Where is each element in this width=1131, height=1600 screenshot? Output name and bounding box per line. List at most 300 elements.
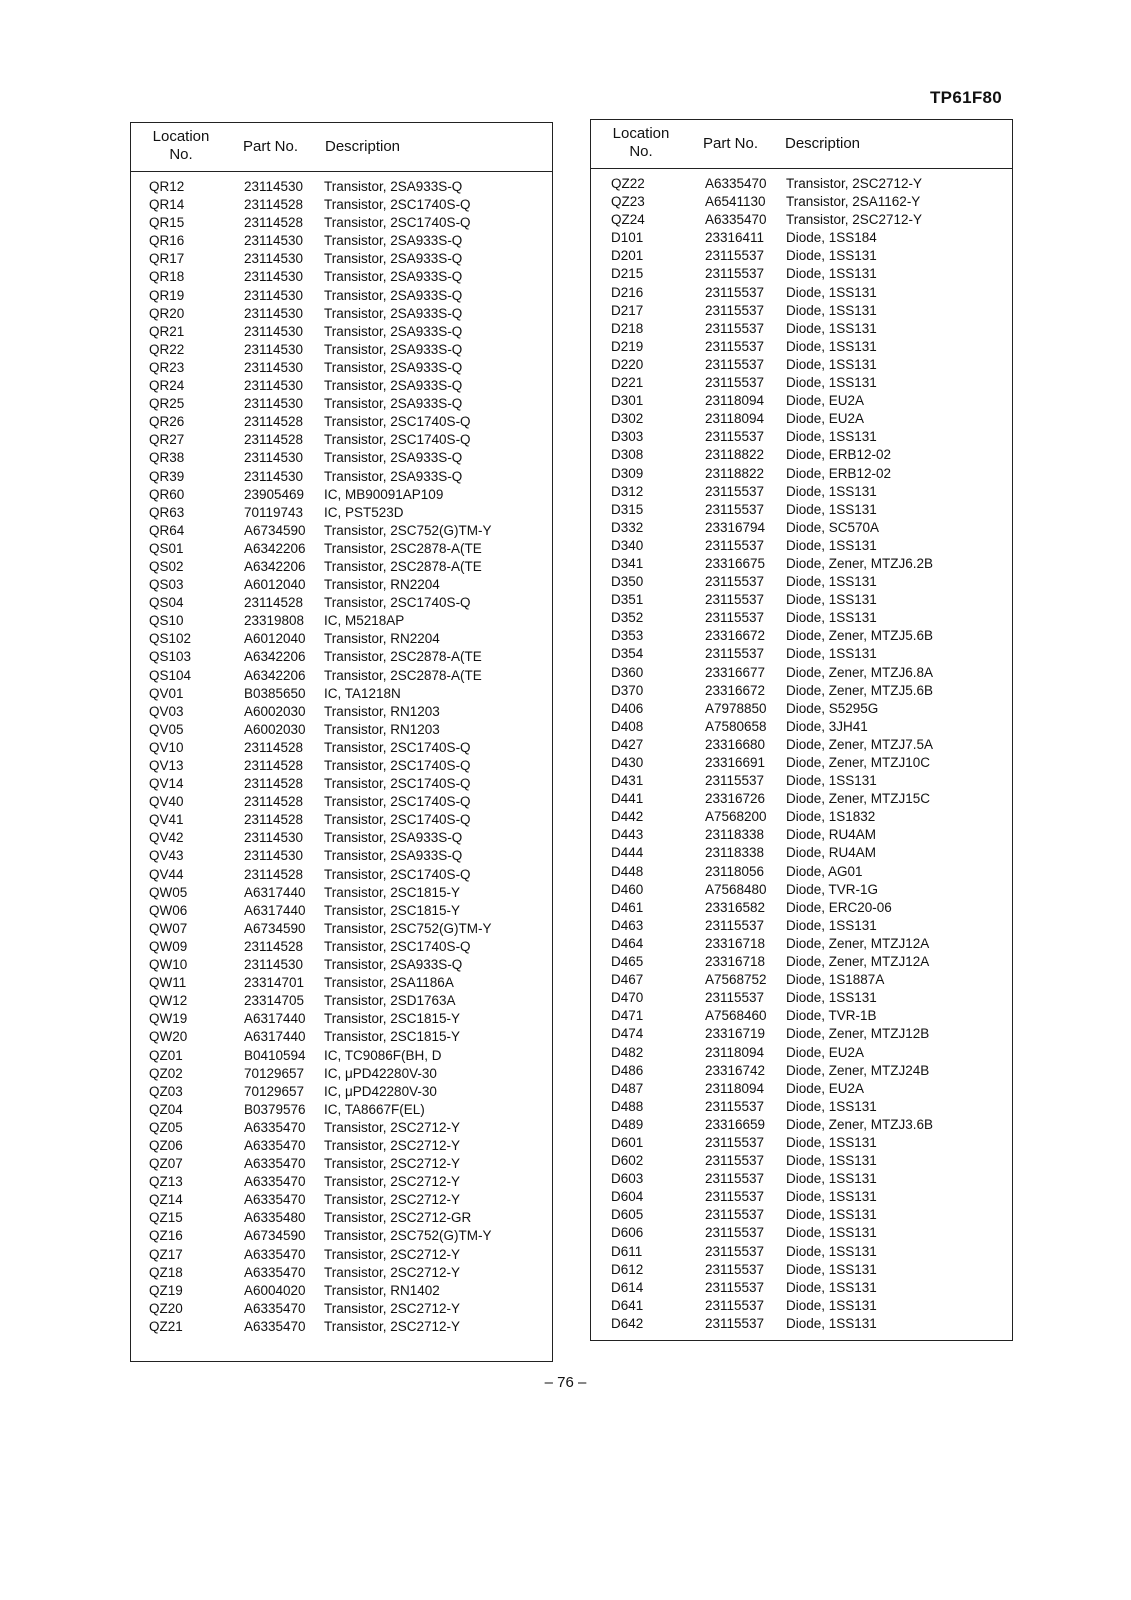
part-no-cell: A6335470 [244, 1318, 306, 1334]
location-cell: D360 [611, 664, 644, 680]
part-no-cell: 23118822 [705, 465, 765, 481]
description-cell: Transistor, 2SA1186A [324, 975, 454, 991]
part-no-cell: 23115537 [705, 338, 765, 354]
description-cell: Diode, TVR-1B [786, 1008, 877, 1024]
part-no-cell: 23114530 [244, 468, 304, 484]
part-no-cell: A6004020 [244, 1282, 306, 1298]
location-cell: D461 [611, 899, 644, 915]
description-cell: Diode, EU2A [786, 1080, 865, 1096]
table-row [591, 755, 1012, 773]
part-no-cell: 23118338 [705, 845, 765, 861]
location-cell: QZ20 [149, 1300, 183, 1316]
location-cell: D201 [611, 248, 644, 264]
part-no-cell: 23114528 [244, 812, 304, 828]
part-no-cell: A6335470 [244, 1119, 306, 1135]
location-cell: D486 [611, 1062, 644, 1078]
description-cell: Transistor, 2SC2712-Y [324, 1137, 461, 1153]
description-cell: IC, μPD42280V-30 [324, 1065, 437, 1081]
table-row [131, 903, 552, 921]
location-cell: QR63 [149, 504, 185, 520]
part-no-cell: A6335470 [244, 1246, 306, 1262]
table-row [131, 396, 552, 414]
table-row [131, 215, 552, 233]
location-cell: QV10 [149, 739, 184, 755]
table-row [591, 1244, 1012, 1262]
table-row [591, 1099, 1012, 1117]
location-cell: QZ19 [149, 1282, 183, 1298]
location-cell: D606 [611, 1225, 644, 1241]
description-cell: Diode, RU4AM [786, 845, 877, 861]
location-cell: QV03 [149, 703, 184, 719]
description-cell: Transistor, 2SC1815-Y [324, 1011, 461, 1027]
location-cell: QR17 [149, 251, 185, 267]
location-cell: D443 [611, 827, 644, 843]
table-row [131, 1120, 552, 1138]
table-row [591, 918, 1012, 936]
description-cell: Transistor, 2SC1815-Y [324, 884, 461, 900]
location-cell: D611 [611, 1243, 643, 1259]
location-cell: D641 [611, 1297, 644, 1313]
table-row [591, 845, 1012, 863]
location-cell: D352 [611, 610, 644, 626]
part-no-cell: 23118822 [705, 447, 765, 463]
part-no-cell: 23114530 [244, 396, 304, 412]
description-cell: Transistor, 2SC1740S-Q [324, 938, 471, 954]
description-cell: IC, PST523D [324, 504, 404, 520]
part-no-cell: 23115537 [705, 646, 765, 662]
part-no-cell: 23115537 [705, 1098, 765, 1114]
table-row [131, 251, 552, 269]
part-no-cell: 23114528 [244, 794, 304, 810]
header-location-line1: Location [152, 128, 210, 145]
part-no-cell: 23114528 [244, 758, 304, 773]
location-cell: QZ06 [149, 1137, 183, 1153]
part-no-cell: A6335480 [244, 1210, 306, 1226]
description-cell: IC, MB90091AP109 [324, 486, 444, 502]
parts-table-right [590, 119, 1013, 1341]
part-no-cell: 23114530 [244, 305, 304, 321]
description-cell: Diode, Zener, MTZJ6.2B [786, 555, 934, 571]
location-cell: QR38 [149, 450, 185, 466]
part-no-cell: 70119743 [244, 504, 304, 520]
location-cell: D601 [611, 1134, 644, 1150]
part-no-cell: 23316691 [705, 755, 766, 770]
part-no-cell: 23114530 [244, 287, 304, 303]
description-cell: Diode, 1SS131 [786, 1207, 877, 1223]
part-no-cell: 23115537 [705, 483, 765, 499]
table-row [131, 758, 552, 776]
description-cell: Transistor, 2SC2712-Y [324, 1119, 461, 1135]
location-cell: D216 [611, 284, 644, 300]
table-row [591, 303, 1012, 321]
table-row [131, 830, 552, 848]
part-no-cell: A6342206 [244, 540, 306, 556]
table-row [591, 737, 1012, 755]
part-no-cell: 23114528 [244, 432, 304, 448]
description-cell: Diode, 1SS131 [786, 574, 877, 590]
location-cell: D351 [611, 592, 644, 608]
table-row [131, 342, 552, 360]
description-cell: Transistor, 2SA933S-Q [324, 830, 463, 846]
table-row [591, 1225, 1012, 1243]
table-row [131, 360, 552, 378]
part-no-cell: A6335470 [244, 1300, 306, 1316]
table-row [591, 411, 1012, 429]
part-no-cell: A6335470 [705, 212, 767, 228]
description-cell: Transistor, 2SC2712-Y [786, 212, 923, 228]
part-no-cell: A6335470 [705, 176, 767, 191]
part-no-cell: 23319808 [244, 613, 305, 629]
part-no-cell: 23114530 [244, 233, 304, 249]
table-row [591, 1117, 1012, 1135]
location-cell: QV41 [149, 812, 184, 828]
part-no-cell: 23115537 [705, 1297, 765, 1313]
part-no-cell: A6012040 [244, 631, 306, 647]
description-cell: Diode, Zener, MTZJ15C [786, 791, 931, 807]
part-no-cell: 23115537 [705, 592, 765, 608]
location-cell: QS01 [149, 540, 184, 556]
location-cell: D444 [611, 845, 644, 861]
part-no-cell: 23115537 [705, 574, 765, 590]
table-row [591, 1280, 1012, 1298]
description-cell: Diode, S5295G [786, 700, 879, 716]
description-cell: Transistor, 2SC1740S-Q [324, 595, 471, 611]
part-no-cell: 23115537 [705, 990, 765, 1006]
table-row [131, 776, 552, 794]
description-cell: Diode, Zener, MTZJ5.6B [786, 628, 934, 644]
part-no-cell: A6002030 [244, 721, 306, 737]
part-no-cell: 23316659 [705, 1116, 766, 1132]
part-no-cell: 70129657 [244, 1065, 305, 1081]
table-row [131, 324, 552, 342]
location-cell: QS102 [149, 631, 192, 647]
header-part-no: Part No. [703, 135, 759, 152]
table-row [591, 266, 1012, 284]
location-cell: D350 [611, 574, 644, 590]
table-row [591, 1171, 1012, 1189]
location-cell: D312 [611, 483, 644, 499]
part-no-cell: 23316411 [705, 230, 765, 246]
part-no-cell: 23115537 [705, 284, 765, 300]
part-no-cell: 23316719 [705, 1026, 766, 1042]
table-row [131, 378, 552, 396]
location-cell: QZ13 [149, 1174, 183, 1190]
description-cell: Diode, Zener, MTZJ5.6B [786, 682, 934, 698]
table-row [131, 1066, 552, 1084]
part-no-cell: 23114530 [244, 359, 304, 375]
part-no-cell: 23114528 [244, 739, 304, 755]
description-cell: Diode, 3JH41 [786, 718, 868, 734]
location-cell: QV14 [149, 776, 184, 792]
description-cell: Transistor, 2SC2712-Y [786, 176, 923, 191]
part-no-cell: 23114530 [244, 450, 304, 466]
table-row [591, 827, 1012, 845]
part-no-cell: 23316718 [705, 935, 766, 951]
description-cell: Transistor, 2SC2878-A(TE [324, 540, 482, 556]
table-row [591, 556, 1012, 574]
location-cell: D489 [611, 1116, 644, 1132]
description-cell: Diode, Zener, MTZJ10C [786, 755, 931, 770]
location-cell: D448 [611, 863, 644, 879]
part-no-cell: 23114530 [244, 269, 304, 285]
location-cell: D474 [611, 1026, 644, 1042]
location-cell: QW11 [149, 975, 187, 991]
description-cell: Transistor, 2SA933S-Q [324, 323, 463, 339]
table-row [131, 921, 552, 939]
part-no-cell: 23115537 [705, 773, 765, 789]
description-cell: Diode, 1S1887A [786, 972, 885, 988]
description-cell: Transistor, 2SC2712-Y [324, 1318, 461, 1334]
part-no-cell: 23114528 [244, 866, 304, 882]
part-no-cell: 23115537 [705, 1261, 765, 1277]
description-cell: Diode, Zener, MTZJ12B [786, 1026, 930, 1042]
part-no-cell: 23118094 [705, 1080, 765, 1096]
table-row [131, 577, 552, 595]
description-cell: Diode, 1SS131 [786, 1189, 877, 1205]
location-cell: QR23 [149, 359, 185, 375]
part-no-cell: A6541130 [705, 194, 766, 210]
location-cell: D482 [611, 1044, 644, 1060]
location-cell: D470 [611, 990, 644, 1006]
description-cell: Transistor, RN2204 [324, 577, 440, 593]
location-cell: QR60 [149, 486, 185, 502]
table-row [591, 773, 1012, 791]
part-no-cell: 23114530 [244, 323, 304, 339]
table-row [131, 306, 552, 324]
location-cell: QW12 [149, 993, 188, 1009]
location-cell: D332 [611, 519, 644, 535]
table-row [131, 233, 552, 251]
location-cell: QV05 [149, 721, 184, 737]
description-cell: Transistor, 2SC1740S-Q [324, 758, 471, 773]
part-no-cell: 70129657 [244, 1083, 305, 1099]
description-cell: Diode, 1SS131 [786, 501, 877, 517]
location-cell: D603 [611, 1171, 644, 1187]
location-cell: QZ24 [611, 212, 645, 228]
part-no-cell: 23316672 [705, 628, 766, 644]
location-cell: D427 [611, 736, 644, 752]
part-no-cell: A6342206 [244, 558, 306, 574]
description-cell: Diode, Zener, MTZJ6.8A [786, 664, 934, 680]
table-row [591, 194, 1012, 212]
location-cell: QV01 [149, 685, 184, 701]
description-cell: Diode, 1SS131 [786, 1098, 877, 1114]
table-row [131, 668, 552, 686]
table-row [591, 375, 1012, 393]
table-row [591, 954, 1012, 972]
part-no-cell: 23115537 [705, 320, 765, 336]
table-row [591, 809, 1012, 827]
description-cell: Diode, 1SS131 [786, 646, 877, 662]
table-row [591, 466, 1012, 484]
description-cell: Diode, 1SS131 [786, 990, 877, 1006]
part-no-cell: 23316680 [705, 736, 766, 752]
location-cell: D441 [611, 791, 644, 807]
table-row [591, 1262, 1012, 1280]
location-cell: QS10 [149, 613, 184, 629]
location-cell: QW05 [149, 884, 188, 900]
location-cell: D460 [611, 881, 644, 897]
part-no-cell: 23118056 [705, 863, 765, 879]
table-row [591, 230, 1012, 248]
part-no-cell: 23115537 [705, 1189, 765, 1205]
table-row [591, 972, 1012, 990]
part-no-cell: 23118094 [705, 411, 765, 427]
part-no-cell: 23316742 [705, 1062, 766, 1078]
part-no-cell: A6002030 [244, 703, 306, 719]
table-row [591, 791, 1012, 809]
location-cell: D442 [611, 809, 644, 825]
location-cell: QV40 [149, 794, 184, 810]
description-cell: Transistor, 2SC752(G)TM-Y [324, 920, 492, 936]
part-no-cell: 23115537 [705, 356, 765, 372]
table-row [131, 1228, 552, 1246]
location-cell: QR27 [149, 432, 185, 448]
location-cell: D487 [611, 1080, 644, 1096]
description-cell: Transistor, RN2204 [324, 631, 440, 647]
table-row [131, 1301, 552, 1319]
table-row [131, 812, 552, 830]
table-row [591, 610, 1012, 628]
header-location-line2: No. [169, 146, 193, 163]
part-no-cell: 23115537 [705, 501, 765, 517]
description-cell: Diode, 1SS131 [786, 1171, 877, 1187]
description-cell: Diode, ERB12-02 [786, 447, 892, 463]
table-row [591, 719, 1012, 737]
location-cell: D464 [611, 935, 644, 951]
description-cell: Transistor, 2SC1740S-Q [324, 414, 471, 430]
table-row [591, 1045, 1012, 1063]
table-row [131, 686, 552, 704]
description-cell: Transistor, 2SC752(G)TM-Y [324, 1228, 492, 1244]
location-cell: QR22 [149, 341, 185, 357]
table-row [591, 1026, 1012, 1044]
part-no-cell: 23114528 [244, 938, 304, 954]
location-cell: QW20 [149, 1029, 188, 1045]
table-row [131, 613, 552, 631]
location-cell: D303 [611, 429, 644, 445]
table-row [131, 1011, 552, 1029]
description-cell: Transistor, 2SA933S-Q [324, 378, 463, 394]
part-no-cell: 23114530 [244, 341, 304, 357]
description-cell: Transistor, 2SA933S-Q [324, 468, 463, 484]
part-no-cell: A6335470 [244, 1137, 306, 1153]
description-cell: Transistor, 2SC2712-GR [324, 1210, 472, 1226]
description-cell: Diode, 1SS131 [786, 773, 877, 789]
location-cell: D408 [611, 718, 644, 734]
location-cell: D219 [611, 338, 644, 354]
table-row [591, 212, 1012, 230]
table-row [131, 505, 552, 523]
part-no-cell: A7978850 [705, 700, 767, 716]
description-cell: Diode, EU2A [786, 411, 865, 427]
part-no-cell: 23316726 [705, 791, 766, 807]
location-cell: D430 [611, 755, 644, 770]
part-no-cell: 23316582 [705, 899, 766, 915]
part-no-cell: A7580658 [705, 718, 767, 734]
description-cell: Diode, 1SS131 [786, 1225, 877, 1241]
description-cell: Transistor, 2SA933S-Q [324, 341, 463, 357]
table-row [591, 520, 1012, 538]
header-location-line2: No. [629, 143, 653, 160]
part-no-cell: 23316672 [705, 682, 766, 698]
table-row [591, 538, 1012, 556]
description-cell: Diode, EU2A [786, 1044, 865, 1060]
part-no-cell: A6342206 [244, 667, 306, 683]
part-no-cell: 23118094 [705, 1044, 765, 1060]
description-cell: Diode, 1SS131 [786, 284, 877, 300]
description-cell: Transistor, 2SC1740S-Q [324, 739, 471, 755]
part-no-cell: 23114530 [244, 830, 304, 846]
location-cell: D612 [611, 1261, 644, 1277]
location-cell: QZ21 [149, 1318, 183, 1334]
description-cell: Diode, 1SS131 [786, 917, 877, 933]
description-cell: Transistor, 2SC1740S-Q [324, 812, 471, 828]
table-row [591, 321, 1012, 339]
table-row [591, 484, 1012, 502]
description-cell: IC, TA1218N [324, 685, 401, 701]
header-description: Description [325, 138, 401, 155]
header-part-no: Part No. [243, 138, 299, 155]
table-row [131, 993, 552, 1011]
table-row [131, 975, 552, 993]
table-row [591, 882, 1012, 900]
part-no-cell: 23115537 [705, 1225, 765, 1241]
part-no-cell: 23118094 [705, 393, 765, 409]
part-no-cell: 23114528 [244, 595, 304, 611]
table-row [591, 574, 1012, 592]
description-cell: Diode, 1SS131 [786, 248, 877, 264]
part-no-cell: A6734590 [244, 1228, 306, 1244]
location-cell: D353 [611, 628, 644, 644]
table-row [591, 864, 1012, 882]
part-no-cell: B0410594 [244, 1047, 306, 1063]
part-no-cell: A6734590 [244, 920, 306, 936]
header-location [591, 125, 691, 161]
table-row [591, 1153, 1012, 1171]
description-cell: Diode, 1SS131 [786, 1315, 877, 1331]
table-row [591, 683, 1012, 701]
description-cell: Transistor, 2SC2878-A(TE [324, 558, 482, 574]
table-row [591, 701, 1012, 719]
part-no-cell: A7568480 [705, 881, 767, 897]
part-no-cell: 23114528 [244, 197, 304, 213]
description-cell: Transistor, 2SA933S-Q [324, 359, 463, 375]
table-body [131, 179, 552, 1337]
location-cell: D220 [611, 356, 644, 372]
description-cell: Diode, 1SS131 [786, 356, 877, 372]
description-cell: Transistor, 2SA933S-Q [324, 287, 463, 303]
table-row [131, 867, 552, 885]
table-row [131, 1048, 552, 1066]
location-cell: QZ03 [149, 1083, 183, 1099]
location-cell: QR15 [149, 215, 185, 231]
table-row [131, 848, 552, 866]
table-row [131, 794, 552, 812]
location-cell: D217 [611, 302, 644, 318]
location-cell: QR26 [149, 414, 185, 430]
description-cell: Diode, 1SS184 [786, 230, 877, 246]
table-row [591, 1316, 1012, 1334]
description-cell: Transistor, 2SA933S-Q [324, 848, 463, 864]
table-row [591, 285, 1012, 303]
location-cell: D463 [611, 917, 644, 933]
table-row [591, 176, 1012, 194]
location-cell: D471 [611, 1008, 644, 1024]
description-cell: Diode, Zener, MTZJ3.6B [786, 1116, 934, 1132]
header-location-line1: Location [612, 125, 670, 142]
table-row [131, 1283, 552, 1301]
